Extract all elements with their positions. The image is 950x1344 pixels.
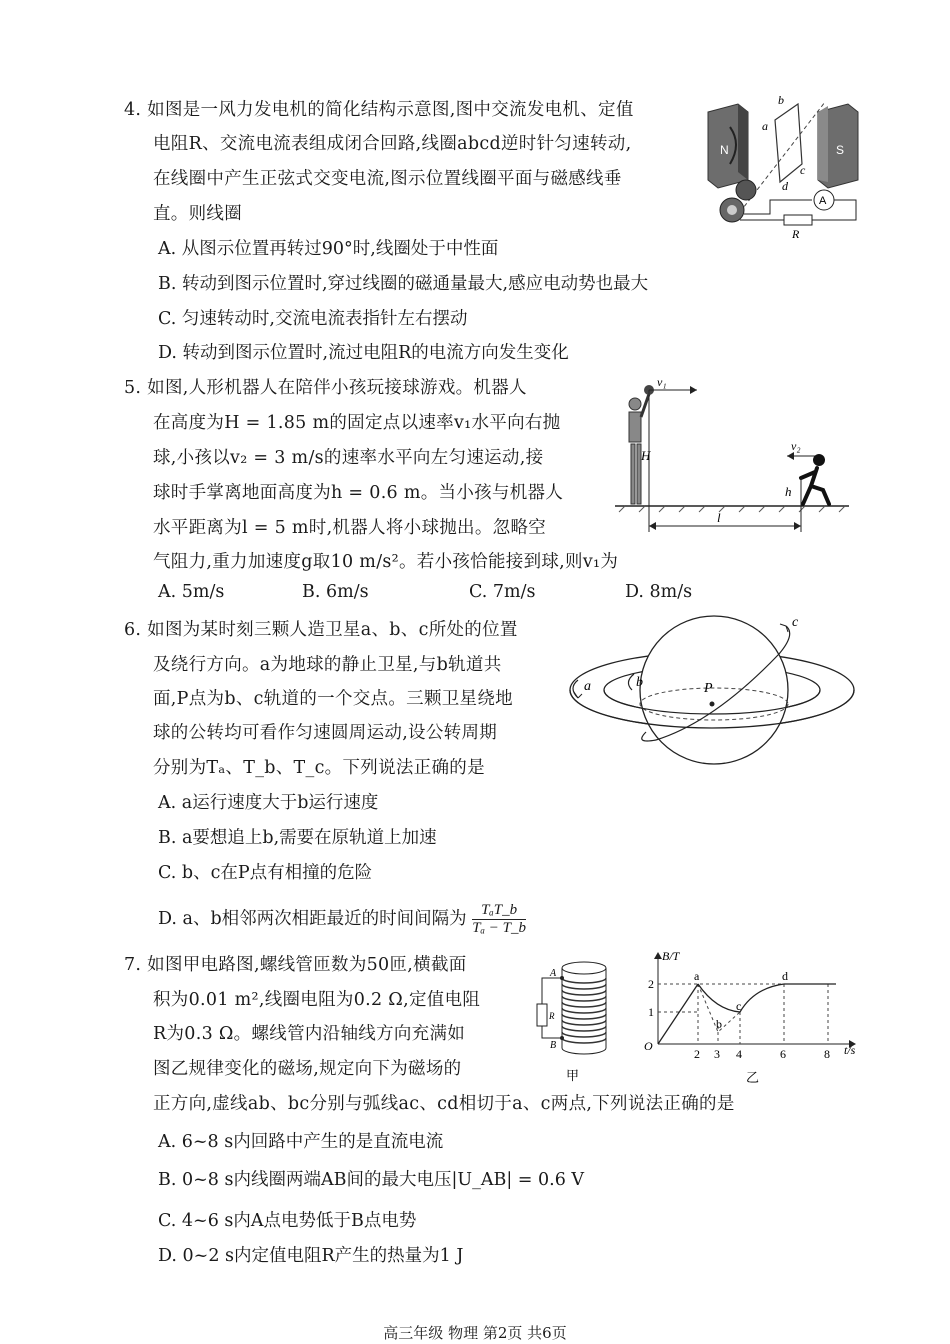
coil-a-label: a bbox=[762, 119, 768, 133]
q6-option-a: A. a运行速度大于b运行速度 bbox=[158, 793, 379, 813]
distance-l-label: l bbox=[717, 510, 721, 525]
height-h-label: h bbox=[785, 484, 792, 499]
q6-option-c: C. b、c在P点有相撞的危险 bbox=[158, 863, 373, 883]
coil-b-label: b bbox=[778, 93, 784, 107]
fraction-numerator: TₐT_b bbox=[472, 902, 526, 920]
y-axis-label: B/T bbox=[662, 949, 680, 963]
figure-yi-label: 乙 bbox=[746, 1071, 760, 1086]
magnet-n-label: N bbox=[720, 143, 729, 157]
q6-line-1: 6. 如图为某时刻三颗人造卫星a、b、c所处的位置 bbox=[124, 620, 518, 640]
y-tick-1: 1 bbox=[648, 1005, 654, 1019]
q7-line-5: 正方向,虚线ab、bc分别与弧线ac、cd相切于a、c两点,下列说法正确的是 bbox=[153, 1094, 735, 1114]
magnet-s-label: S bbox=[836, 143, 845, 157]
q5-line-5: 水平距离为l = 5 m时,机器人将小球抛出。忽略空 bbox=[153, 518, 547, 538]
q5-option-d: D. 8m/s bbox=[625, 582, 693, 602]
terminal-b-label: B bbox=[550, 1040, 557, 1051]
coil-c-label: c bbox=[800, 163, 806, 177]
q5-line-3: 球,小孩以v₂ = 3 m/s的速率水平向左匀速运动,接 bbox=[153, 448, 544, 468]
q6-option-d-text: D. a、b相邻两次相距最近的时间间隔为 bbox=[158, 909, 467, 929]
q5-line-4: 球时手掌离地面高度为h = 0.6 m。当小孩与机器人 bbox=[153, 483, 564, 503]
q5-line-6: 气阻力,重力加速度g取10 m/s²。若小孩恰能接到球,则v₁为 bbox=[153, 552, 619, 572]
page-footer: 高三年级 物理 第2页 共6页 bbox=[383, 1324, 567, 1342]
q4-line-4: 直。则线圈 bbox=[153, 204, 242, 224]
q4-line-2: 电阻R、交流电流表组成闭合回路,线圈abcd逆时针匀速转动, bbox=[153, 134, 632, 154]
x-axis-label: t/s bbox=[844, 1043, 856, 1057]
solenoid-circuit-figure bbox=[528, 956, 628, 1086]
origin-label: O bbox=[644, 1039, 653, 1053]
q6-option-b: B. a要想追上b,需要在原轨道上加速 bbox=[158, 828, 437, 848]
x-tick-4: 4 bbox=[736, 1047, 742, 1061]
q5-option-a: A. 5m/s bbox=[158, 582, 225, 602]
q4-line-1: 4. 如图是一风力发电机的简化结构示意图,图中交流发电机、定值 bbox=[124, 100, 634, 120]
resistor-label: R bbox=[792, 227, 800, 241]
q7-line-4: 图乙规律变化的磁场,规定向下为磁场的 bbox=[153, 1059, 462, 1079]
q4-option-b: B. 转动到图示位置时,穿过线圈的磁通量最大,感应电动势也最大 bbox=[158, 274, 649, 294]
fraction-denominator: Tₐ − T_b bbox=[472, 920, 526, 936]
v2-label: v₂ bbox=[791, 439, 801, 453]
point-c-label: c bbox=[736, 999, 742, 1013]
q5-option-c: C. 7m/s bbox=[469, 582, 536, 602]
q4-line-3: 在线圈中产生正弦式交变电流,图示位置线圈平面与磁感线垂 bbox=[153, 169, 622, 189]
q7-option-a: A. 6~8 s内回路中产生的是直流电流 bbox=[158, 1132, 444, 1152]
q7-line-1: 7. 如图甲电路图,螺线管匝数为50匝,横截面 bbox=[124, 955, 467, 975]
point-a-label: a bbox=[694, 969, 700, 983]
q6-line-4: 球的公转均可看作匀速圆周运动,设公转周期 bbox=[153, 723, 498, 743]
q6-option-d bbox=[158, 902, 526, 937]
q5-option-b: B. 6m/s bbox=[302, 582, 369, 602]
magnetic-field-graph bbox=[636, 948, 866, 1088]
q4-option-a: A. 从图示位置再转过90°时,线圈处于中性面 bbox=[158, 239, 499, 259]
q6-line-2: 及绕行方向。a为地球的静止卫星,与b轨道共 bbox=[153, 655, 502, 675]
x-tick-2: 2 bbox=[694, 1047, 700, 1061]
resistor-r-label: R bbox=[549, 1011, 555, 1021]
x-tick-6: 6 bbox=[780, 1047, 786, 1061]
satellite-c-label: c bbox=[792, 615, 799, 630]
coil-d-label: d bbox=[782, 179, 788, 193]
v1-label: v₁ bbox=[657, 375, 667, 389]
q7-option-b: B. 0~8 s内线圈两端AB间的最大电压|U_AB| = 0.6 V bbox=[158, 1170, 585, 1190]
q7-line-2: 积为0.01 m²,线圈电阻为0.2 Ω,定值电阻 bbox=[153, 990, 481, 1010]
point-b-label: b bbox=[716, 1017, 722, 1031]
q5-line-2: 在高度为H = 1.85 m的固定点以速率v₁水平向右抛 bbox=[153, 413, 561, 433]
x-tick-3: 3 bbox=[714, 1047, 720, 1061]
x-tick-8: 8 bbox=[824, 1047, 830, 1061]
figure-jia-label: 甲 bbox=[566, 1069, 580, 1084]
generator-figure bbox=[700, 92, 870, 242]
satellite-b-label: b bbox=[636, 675, 643, 690]
q4-option-c: C. 匀速转动时,交流电流表指针左右摆动 bbox=[158, 309, 468, 329]
q5-line-1: 5. 如图,人形机器人在陪伴小孩玩接球游戏。机器人 bbox=[124, 378, 527, 398]
q6-line-3: 面,P点为b、c轨道的一个交点。三颗卫星绕地 bbox=[153, 689, 513, 709]
ammeter-label: A bbox=[819, 195, 827, 207]
y-tick-2: 2 bbox=[648, 977, 654, 991]
satellite-a-label: a bbox=[584, 679, 591, 694]
q4-option-d: D. 转动到图示位置时,流过电阻R的电流方向发生变化 bbox=[158, 343, 569, 363]
point-d-label: d bbox=[782, 969, 788, 983]
point-p-label: P bbox=[704, 681, 713, 696]
q7-line-3: R为0.3 Ω。螺线管内沿轴线方向充满如 bbox=[153, 1024, 466, 1044]
q7-option-c: C. 4~6 s内A点电势低于B点电势 bbox=[158, 1211, 417, 1231]
height-H-label: H bbox=[641, 448, 651, 463]
q7-option-d: D. 0~2 s内定值电阻R产生的热量为1 J bbox=[158, 1246, 464, 1266]
satellite-orbit-figure bbox=[564, 612, 860, 772]
robot-catch-figure bbox=[605, 372, 855, 540]
q6-line-5: 分别为Tₐ、T_b、T_c。下列说法正确的是 bbox=[153, 758, 485, 778]
period-fraction bbox=[472, 902, 526, 937]
terminal-a-label: A bbox=[550, 968, 557, 979]
